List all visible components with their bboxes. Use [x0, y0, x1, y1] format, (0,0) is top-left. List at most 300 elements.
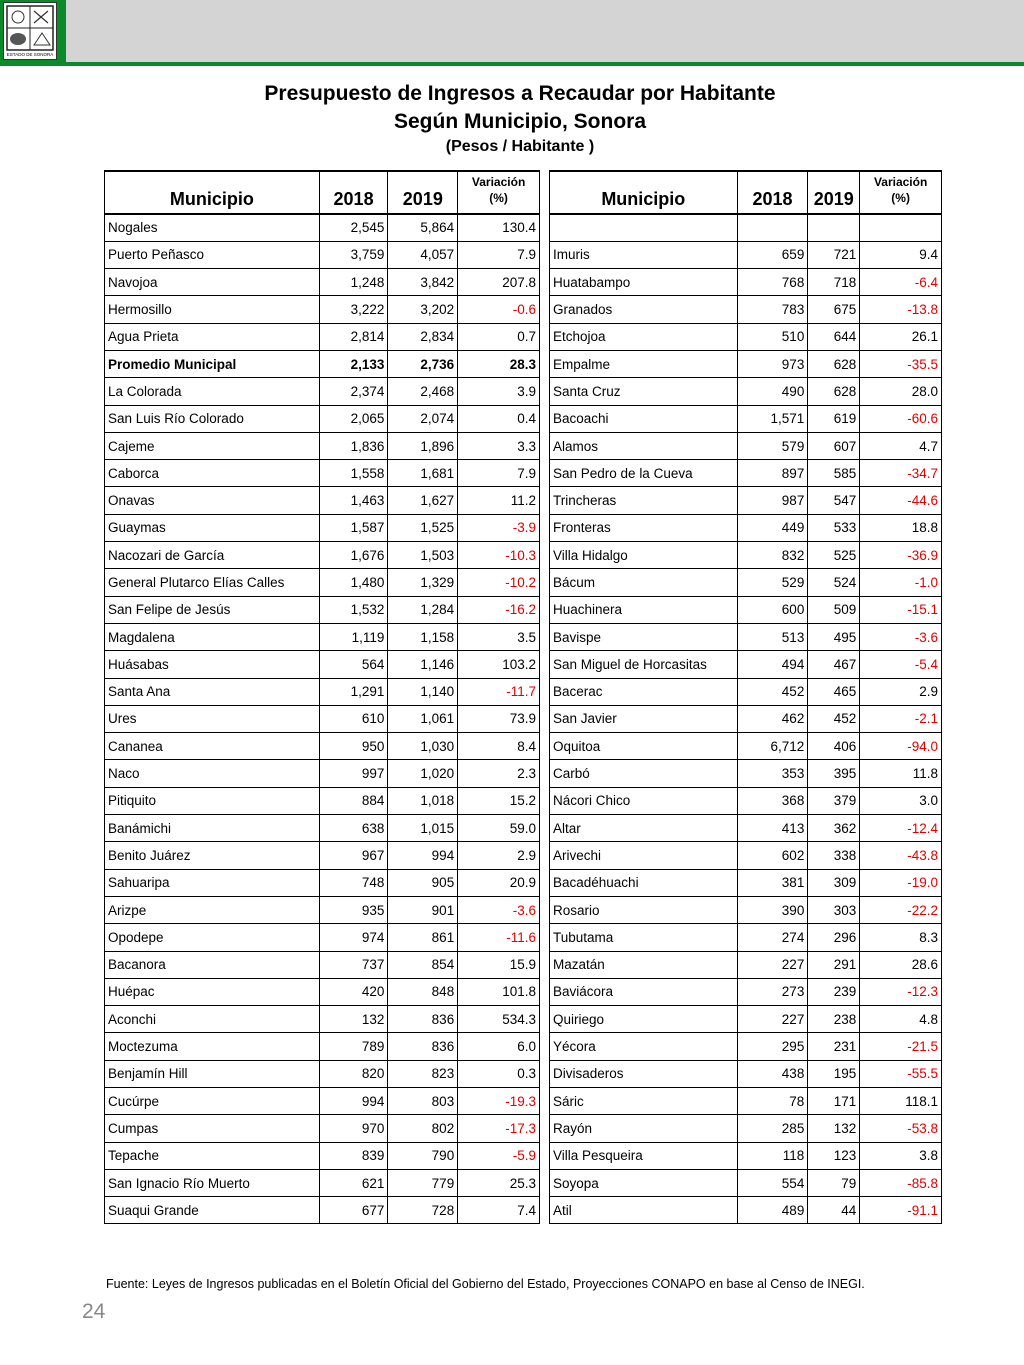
value-2018-cell: 368 — [737, 787, 808, 814]
variacion-cell: 7.4 — [458, 1197, 540, 1224]
table-row — [550, 378, 942, 405]
municipio-cell: Moctezuma — [105, 1033, 320, 1060]
value-2018-cell: 1,532 — [319, 596, 388, 623]
value-2019-cell: 452 — [808, 705, 860, 732]
variacion-cell: -5.4 — [860, 651, 942, 678]
header-accent-line — [0, 62, 1024, 66]
svg-text:ESTADO DE SONORA: ESTADO DE SONORA — [6, 52, 54, 57]
table-row — [105, 842, 540, 869]
value-2019-cell: 395 — [808, 760, 860, 787]
table-row — [105, 1142, 540, 1169]
value-2018-cell: 579 — [737, 432, 808, 459]
value-2019-cell: 803 — [388, 1088, 458, 1115]
table-header-row — [105, 171, 540, 214]
value-2019-cell: 2,834 — [388, 323, 458, 350]
variacion-cell: 28.6 — [860, 951, 942, 978]
units-label: (Pesos / Habitante ) — [445, 138, 595, 155]
municipio-cell: Magdalena — [105, 623, 320, 650]
variacion-cell: -55.5 — [860, 1060, 942, 1087]
value-2019-cell: 994 — [388, 842, 458, 869]
variacion-cell: -19.0 — [860, 869, 942, 896]
municipio-cell: San Miguel de Horcasitas — [550, 651, 738, 678]
table-row — [550, 787, 942, 814]
value-2018-cell: 494 — [737, 651, 808, 678]
value-2019-cell: 721 — [808, 241, 860, 268]
value-2018-cell: 564 — [319, 651, 388, 678]
value-2019-cell: 619 — [808, 405, 860, 432]
value-2019-cell: 467 — [808, 651, 860, 678]
variacion-cell: -12.3 — [860, 978, 942, 1005]
value-2018-cell: 1,119 — [319, 623, 388, 650]
value-2019-cell: 607 — [808, 432, 860, 459]
variacion-cell — [860, 214, 942, 241]
value-2018-cell: 6,712 — [737, 733, 808, 760]
municipio-cell: Onavas — [105, 487, 320, 514]
table-row — [550, 896, 942, 923]
table-row — [550, 214, 942, 241]
table-row — [105, 787, 540, 814]
municipio-cell: Yécora — [550, 1033, 738, 1060]
value-2018-cell: 1,480 — [319, 569, 388, 596]
value-2019-cell: 802 — [388, 1115, 458, 1142]
variacion-cell: 15.2 — [458, 787, 540, 814]
variacion-cell: -21.5 — [860, 1033, 942, 1060]
table-row — [550, 924, 942, 951]
value-2018-cell: 997 — [319, 760, 388, 787]
value-2018-cell: 1,676 — [319, 542, 388, 569]
table-row — [105, 1115, 540, 1142]
variacion-cell: 9.4 — [860, 241, 942, 268]
variacion-cell: -1.0 — [860, 569, 942, 596]
table-row — [105, 1060, 540, 1087]
value-2018-cell: 353 — [737, 760, 808, 787]
municipio-cell: Hermosillo — [105, 296, 320, 323]
value-2018-cell: 602 — [737, 842, 808, 869]
municipio-cell: Arivechi — [550, 842, 738, 869]
source-note: Fuente: Leyes de Ingresos publicadas en el Boletín Oficial del Gobierno del Estado, Proyecciones CONAPO en base al Censo de INEGI. — [106, 1277, 865, 1291]
municipio-cell: Santa Cruz — [550, 378, 738, 405]
municipio-cell: San Javier — [550, 705, 738, 732]
value-2019-cell: 547 — [808, 487, 860, 514]
table-row — [105, 1033, 540, 1060]
table-row — [105, 569, 540, 596]
municipio-cell: Agua Prieta — [105, 323, 320, 350]
variacion-cell: 26.1 — [860, 323, 942, 350]
table-row — [105, 623, 540, 650]
variacion-cell: 3.8 — [860, 1142, 942, 1169]
municipio-cell: Divisaderos — [550, 1060, 738, 1087]
table-row — [550, 733, 942, 760]
municipio-cell: Quiriego — [550, 1006, 738, 1033]
variacion-cell: 3.9 — [458, 378, 540, 405]
municipio-cell: Rayón — [550, 1115, 738, 1142]
value-2019-cell: 836 — [388, 1033, 458, 1060]
table-row — [105, 978, 540, 1005]
table-row — [550, 951, 942, 978]
municipio-cell: Promedio Municipal — [105, 350, 320, 377]
variacion-cell: 20.9 — [458, 869, 540, 896]
table-row — [105, 815, 540, 842]
col-variacion-unit: (%) — [489, 191, 508, 205]
value-2019-cell: 5,864 — [388, 214, 458, 241]
value-2018-cell: 967 — [319, 842, 388, 869]
municipio-cell: Cananea — [105, 733, 320, 760]
value-2019-cell: 1,329 — [388, 569, 458, 596]
value-2018-cell: 974 — [319, 924, 388, 951]
variacion-cell: 18.8 — [860, 514, 942, 541]
variacion-cell: 2.3 — [458, 760, 540, 787]
municipio-cell: Arizpe — [105, 896, 320, 923]
municipio-cell: Huachinera — [550, 596, 738, 623]
table-row — [550, 1197, 942, 1224]
variacion-cell: -15.1 — [860, 596, 942, 623]
table-row — [550, 1115, 942, 1142]
col-variacion-label: Variación — [471, 175, 526, 189]
municipio-cell: Altar — [550, 815, 738, 842]
value-2018-cell: 510 — [737, 323, 808, 350]
value-2019-cell: 533 — [808, 514, 860, 541]
value-2018-cell: 768 — [737, 269, 808, 296]
value-2019-cell: 1,020 — [388, 760, 458, 787]
municipio-cell: Villa Hidalgo — [550, 542, 738, 569]
value-2018-cell: 390 — [737, 896, 808, 923]
value-2018-cell: 295 — [737, 1033, 808, 1060]
variacion-cell: 8.4 — [458, 733, 540, 760]
municipio-cell: Huatabampo — [550, 269, 738, 296]
value-2019-cell: 854 — [388, 951, 458, 978]
value-2019-cell: 132 — [808, 1115, 860, 1142]
municipio-cell: Nogales — [105, 214, 320, 241]
table-row — [105, 241, 540, 268]
value-2019-cell: 628 — [808, 378, 860, 405]
variacion-cell: -85.8 — [860, 1169, 942, 1196]
value-2018-cell: 452 — [737, 678, 808, 705]
value-2019-cell: 509 — [808, 596, 860, 623]
variacion-cell: -17.3 — [458, 1115, 540, 1142]
table-row — [550, 705, 942, 732]
value-2019-cell: 1,158 — [388, 623, 458, 650]
value-2018-cell: 600 — [737, 596, 808, 623]
variacion-cell: 8.3 — [860, 924, 942, 951]
table-row — [105, 460, 540, 487]
page-subtitle: Según Municipio, Sonora — [394, 110, 646, 133]
value-2018-cell: 420 — [319, 978, 388, 1005]
table-row — [105, 323, 540, 350]
col-2019: 2019 — [808, 171, 860, 214]
page-title: Presupuesto de Ingresos a Recaudar por Habitante — [264, 82, 776, 105]
table-row — [550, 323, 942, 350]
municipio-cell: La Colorada — [105, 378, 320, 405]
value-2019-cell: 728 — [388, 1197, 458, 1224]
table-row — [550, 542, 942, 569]
header-bar — [0, 0, 1024, 64]
value-2019-cell: 379 — [808, 787, 860, 814]
value-2018-cell: 3,759 — [319, 241, 388, 268]
variacion-cell: 2.9 — [458, 842, 540, 869]
value-2018-cell — [737, 214, 808, 241]
value-2019-cell: 861 — [388, 924, 458, 951]
value-2019-cell: 524 — [808, 569, 860, 596]
municipio-cell: Cucúrpe — [105, 1088, 320, 1115]
table-row — [105, 1088, 540, 1115]
municipio-cell: Bavispe — [550, 623, 738, 650]
table-row — [550, 978, 942, 1005]
variacion-cell: -11.6 — [458, 924, 540, 951]
table-row — [550, 432, 942, 459]
value-2018-cell: 118 — [737, 1142, 808, 1169]
table-row — [550, 1060, 942, 1087]
variacion-cell: 3.5 — [458, 623, 540, 650]
value-2019-cell: 2,736 — [388, 350, 458, 377]
municipio-cell: Aconchi — [105, 1006, 320, 1033]
municipio-cell: Soyopa — [550, 1169, 738, 1196]
municipio-cell — [550, 214, 738, 241]
value-2019-cell: 1,896 — [388, 432, 458, 459]
col-variacion-unit: (%) — [891, 191, 910, 205]
municipio-cell: General Plutarco Elías Calles — [105, 569, 320, 596]
variacion-cell: -60.6 — [860, 405, 942, 432]
value-2018-cell: 610 — [319, 705, 388, 732]
value-2019-cell: 1,146 — [388, 651, 458, 678]
municipio-cell: Atil — [550, 1197, 738, 1224]
value-2019-cell: 644 — [808, 323, 860, 350]
value-2018-cell: 832 — [737, 542, 808, 569]
value-2018-cell: 789 — [319, 1033, 388, 1060]
variacion-cell: 130.4 — [458, 214, 540, 241]
table-row — [105, 924, 540, 951]
table-row — [550, 842, 942, 869]
value-2019-cell: 2,468 — [388, 378, 458, 405]
value-2018-cell: 973 — [737, 350, 808, 377]
table-row — [550, 815, 942, 842]
variacion-cell: -34.7 — [860, 460, 942, 487]
value-2018-cell: 737 — [319, 951, 388, 978]
variacion-cell: -12.4 — [860, 815, 942, 842]
value-2019-cell: 123 — [808, 1142, 860, 1169]
municipio-cell: Nacozari de García — [105, 542, 320, 569]
table-row — [105, 951, 540, 978]
value-2018-cell: 1,291 — [319, 678, 388, 705]
variacion-cell: -44.6 — [860, 487, 942, 514]
municipio-cell: Sahuaripa — [105, 869, 320, 896]
value-2019-cell: 406 — [808, 733, 860, 760]
table-row — [105, 487, 540, 514]
municipio-cell: Benjamín Hill — [105, 1060, 320, 1087]
right-data-table — [549, 170, 942, 1224]
municipio-cell: Cumpas — [105, 1115, 320, 1142]
variacion-cell: 0.3 — [458, 1060, 540, 1087]
value-2018-cell: 839 — [319, 1142, 388, 1169]
col-2018: 2018 — [737, 171, 808, 214]
value-2018-cell: 529 — [737, 569, 808, 596]
col-variacion — [860, 171, 942, 214]
variacion-cell: 6.0 — [458, 1033, 540, 1060]
variacion-cell: -6.4 — [860, 269, 942, 296]
municipio-cell: Bacoachi — [550, 405, 738, 432]
variacion-cell: -3.9 — [458, 514, 540, 541]
value-2018-cell: 554 — [737, 1169, 808, 1196]
value-2019-cell: 718 — [808, 269, 860, 296]
value-2018-cell: 621 — [319, 1169, 388, 1196]
variacion-cell: 59.0 — [458, 815, 540, 842]
table-row — [105, 869, 540, 896]
variacion-cell: 28.0 — [860, 378, 942, 405]
value-2018-cell: 950 — [319, 733, 388, 760]
value-2019-cell: 303 — [808, 896, 860, 923]
municipio-cell: Pitiquito — [105, 787, 320, 814]
variacion-cell: -11.7 — [458, 678, 540, 705]
municipio-cell: Huépac — [105, 978, 320, 1005]
municipio-cell: Bacerac — [550, 678, 738, 705]
municipio-cell: Granados — [550, 296, 738, 323]
left-data-table — [104, 170, 540, 1224]
col-variacion — [458, 171, 540, 214]
variacion-cell: 4.8 — [860, 1006, 942, 1033]
value-2019-cell: 1,018 — [388, 787, 458, 814]
value-2019-cell: 1,140 — [388, 678, 458, 705]
value-2019-cell: 238 — [808, 1006, 860, 1033]
variacion-cell: -19.3 — [458, 1088, 540, 1115]
variacion-cell: -35.5 — [860, 350, 942, 377]
value-2019-cell: 2,074 — [388, 405, 458, 432]
municipio-cell: Mazatán — [550, 951, 738, 978]
municipio-cell: Etchojoa — [550, 323, 738, 350]
table-row — [105, 350, 540, 377]
table-row — [105, 296, 540, 323]
value-2019-cell: 585 — [808, 460, 860, 487]
municipio-cell: Rosario — [550, 896, 738, 923]
variacion-cell: 7.9 — [458, 460, 540, 487]
municipio-cell: Tepache — [105, 1142, 320, 1169]
value-2018-cell: 489 — [737, 1197, 808, 1224]
table-row — [550, 760, 942, 787]
table-row — [550, 460, 942, 487]
municipio-cell: Tubutama — [550, 924, 738, 951]
value-2019-cell: 296 — [808, 924, 860, 951]
variacion-cell: -0.6 — [458, 296, 540, 323]
variacion-cell: -13.8 — [860, 296, 942, 323]
table-row — [550, 487, 942, 514]
variacion-cell: 11.8 — [860, 760, 942, 787]
variacion-cell: 11.2 — [458, 487, 540, 514]
table-row — [550, 596, 942, 623]
table-row — [550, 1142, 942, 1169]
value-2018-cell: 1,587 — [319, 514, 388, 541]
municipio-cell: Trincheras — [550, 487, 738, 514]
municipio-cell: Huásabas — [105, 651, 320, 678]
value-2019-cell: 525 — [808, 542, 860, 569]
municipio-cell: Bacanora — [105, 951, 320, 978]
table-row — [105, 1169, 540, 1196]
municipio-cell: Opodepe — [105, 924, 320, 951]
variacion-cell: 3.0 — [860, 787, 942, 814]
col-municipio: Municipio — [105, 171, 320, 214]
value-2018-cell: 438 — [737, 1060, 808, 1087]
value-2018-cell: 285 — [737, 1115, 808, 1142]
municipio-cell: San Ignacio Río Muerto — [105, 1169, 320, 1196]
variacion-cell: 4.7 — [860, 432, 942, 459]
value-2018-cell: 1,558 — [319, 460, 388, 487]
table-row — [550, 1006, 942, 1033]
municipio-cell: Puerto Peñasco — [105, 241, 320, 268]
value-2018-cell: 227 — [737, 1006, 808, 1033]
value-2018-cell: 748 — [319, 869, 388, 896]
value-2019-cell — [808, 214, 860, 241]
table-row — [105, 733, 540, 760]
value-2019-cell: 1,525 — [388, 514, 458, 541]
variacion-cell: -91.1 — [860, 1197, 942, 1224]
variacion-cell: 0.4 — [458, 405, 540, 432]
value-2018-cell: 449 — [737, 514, 808, 541]
variacion-cell: 3.3 — [458, 432, 540, 459]
value-2018-cell: 2,133 — [319, 350, 388, 377]
table-row — [105, 405, 540, 432]
value-2018-cell: 462 — [737, 705, 808, 732]
municipio-cell: Nácori Chico — [550, 787, 738, 814]
value-2019-cell: 1,681 — [388, 460, 458, 487]
table-row — [550, 569, 942, 596]
value-2019-cell: 309 — [808, 869, 860, 896]
value-2018-cell: 677 — [319, 1197, 388, 1224]
value-2018-cell: 1,463 — [319, 487, 388, 514]
coat-of-arms-icon — [3, 2, 57, 60]
value-2018-cell: 820 — [319, 1060, 388, 1087]
value-2019-cell: 905 — [388, 869, 458, 896]
value-2018-cell: 1,836 — [319, 432, 388, 459]
table-row — [105, 760, 540, 787]
value-2019-cell: 675 — [808, 296, 860, 323]
variacion-cell: 101.8 — [458, 978, 540, 1005]
variacion-cell: -10.2 — [458, 569, 540, 596]
value-2019-cell: 195 — [808, 1060, 860, 1087]
variacion-cell: -36.9 — [860, 542, 942, 569]
table-row — [550, 1169, 942, 1196]
variacion-cell: 28.3 — [458, 350, 540, 377]
variacion-cell: -3.6 — [458, 896, 540, 923]
municipio-cell: San Luis Río Colorado — [105, 405, 320, 432]
value-2018-cell: 970 — [319, 1115, 388, 1142]
municipio-cell: Caborca — [105, 460, 320, 487]
value-2019-cell: 495 — [808, 623, 860, 650]
table-row — [550, 269, 942, 296]
table-row — [105, 896, 540, 923]
variacion-cell: -2.1 — [860, 705, 942, 732]
table-row — [550, 651, 942, 678]
value-2019-cell: 836 — [388, 1006, 458, 1033]
variacion-cell: -16.2 — [458, 596, 540, 623]
value-2018-cell: 1,248 — [319, 269, 388, 296]
table-header-row — [550, 171, 942, 214]
variacion-cell: 7.9 — [458, 241, 540, 268]
value-2018-cell: 659 — [737, 241, 808, 268]
value-2019-cell: 1,030 — [388, 733, 458, 760]
value-2018-cell: 227 — [737, 951, 808, 978]
col-variacion-label: Variación — [873, 175, 928, 189]
table-row — [550, 514, 942, 541]
variacion-cell: 118.1 — [860, 1088, 942, 1115]
value-2018-cell: 1,571 — [737, 405, 808, 432]
value-2018-cell: 638 — [319, 815, 388, 842]
table-row — [550, 1033, 942, 1060]
variacion-cell: 207.8 — [458, 269, 540, 296]
value-2019-cell: 362 — [808, 815, 860, 842]
page-number: 24 — [82, 1300, 106, 1323]
table-row — [105, 432, 540, 459]
municipio-cell: Fronteras — [550, 514, 738, 541]
variacion-cell: 2.9 — [860, 678, 942, 705]
municipio-cell: Benito Juárez — [105, 842, 320, 869]
table-row — [550, 241, 942, 268]
